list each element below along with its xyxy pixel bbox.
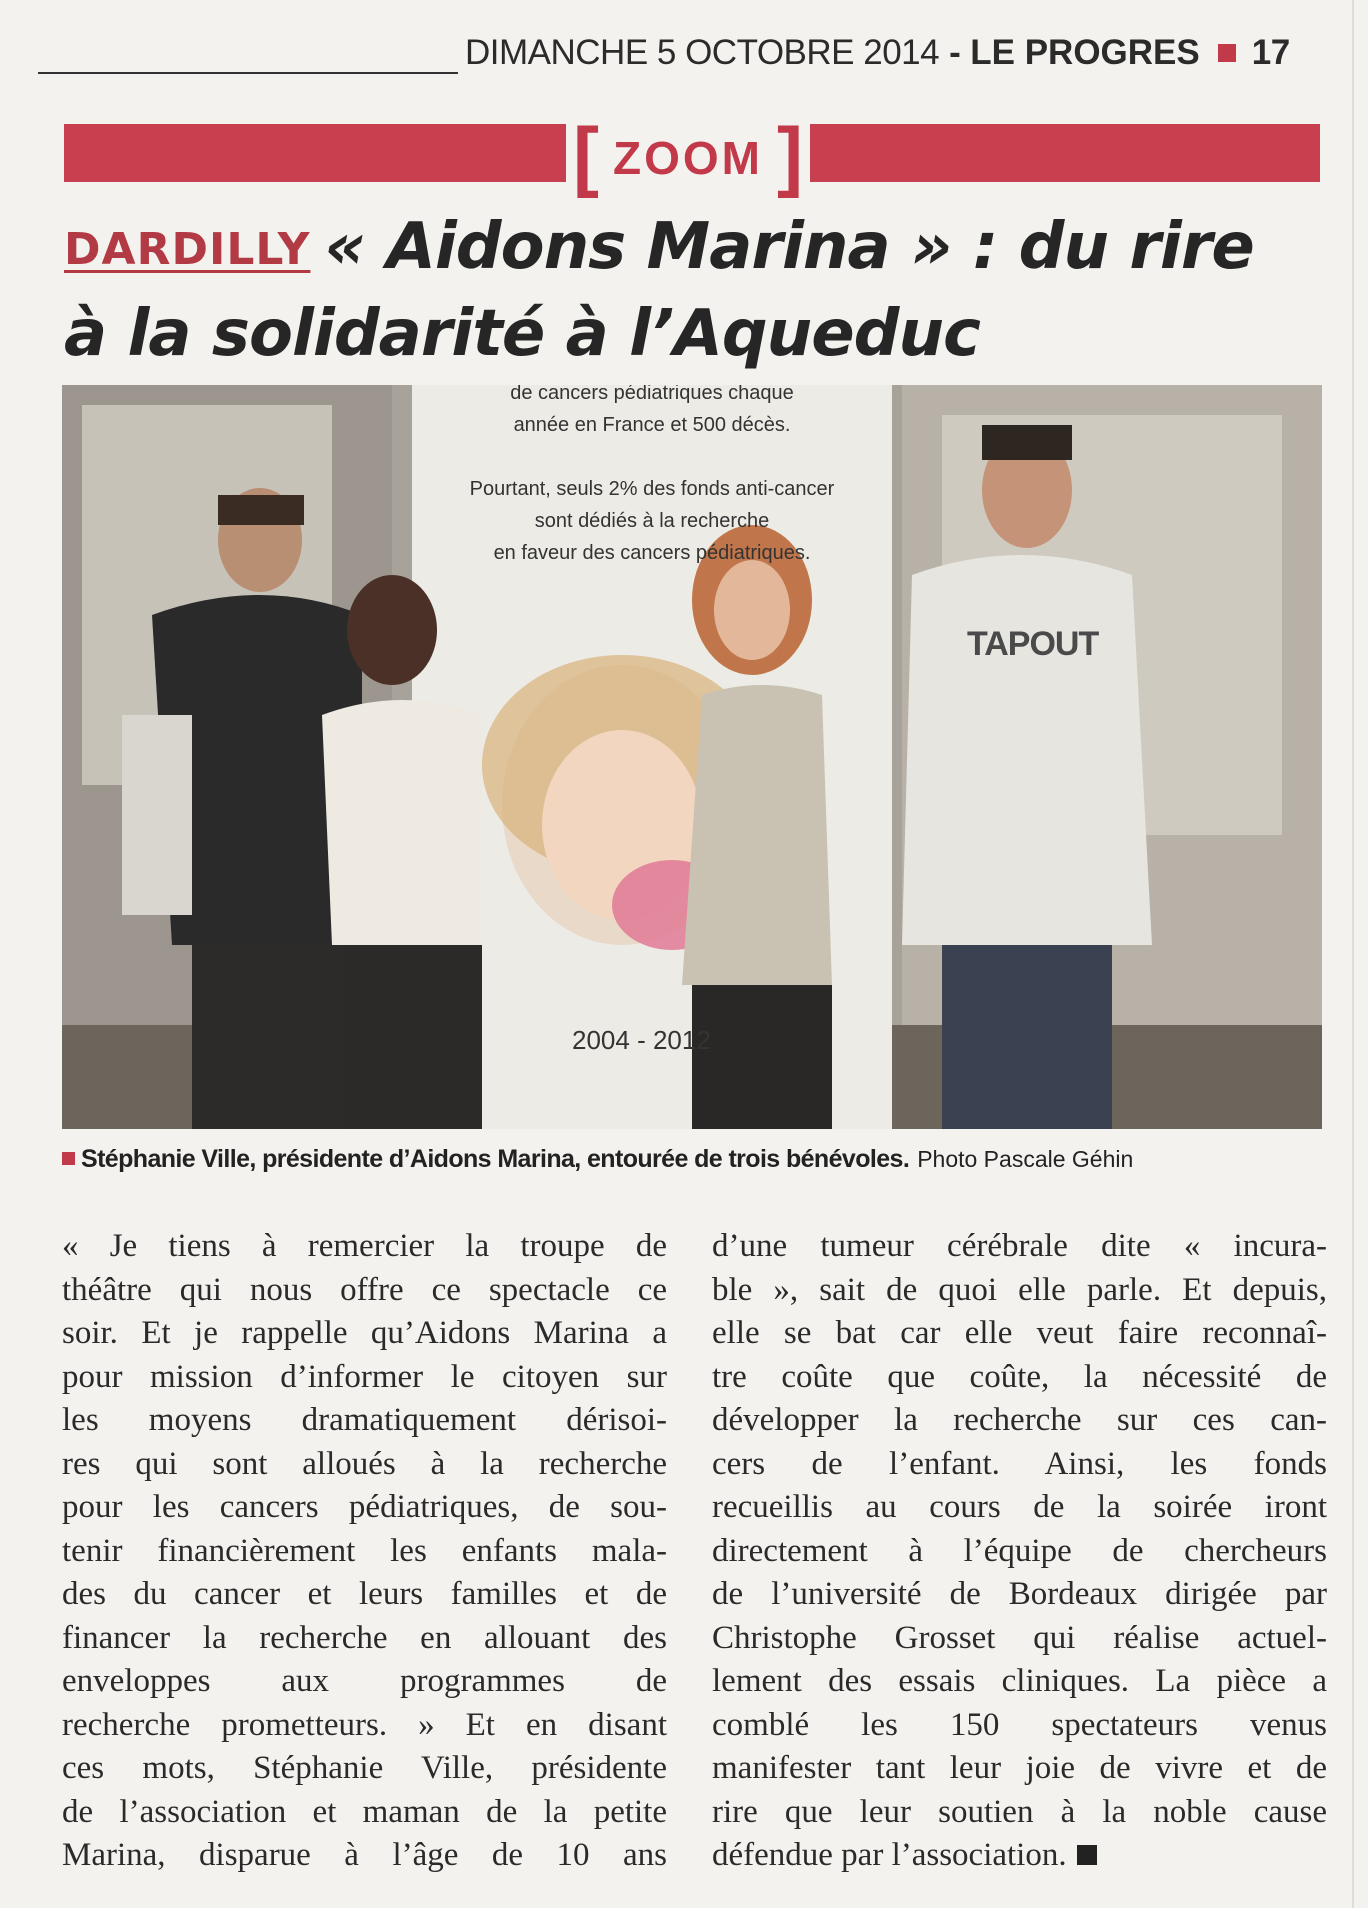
text-line: ces mots, Stéphanie Ville, présidente [62,1750,667,1786]
section-band-left [64,124,566,182]
poster-line [422,441,882,473]
header-rule [38,72,458,74]
text-line: rire que leur soutien à la noble cause [712,1793,1327,1830]
photo-caption [62,1145,1332,1174]
text-line: Marina, disparue à l’âge de 10 ans [62,1837,667,1873]
text-line: recueillis au cours de la soirée iront [712,1489,1327,1525]
text-line: « Je tiens à remercier la troupe de [62,1228,667,1264]
end-square-icon [1077,1845,1097,1865]
text-line: recherche prometteurs. » Et en disant [62,1706,667,1743]
text-line: cers de l’enfant. Ainsi, les fonds [712,1445,1327,1482]
poster-line: Pourtant, seuls 2% des fonds anti-cancer [469,478,835,500]
text-line: de l’association et maman de la petite [62,1793,667,1830]
text-line: pour les cancers pédiatriques, de sou- [62,1489,667,1525]
article-photo [62,385,1322,1129]
text-line: les moyens dramatiquement dérisoi- [62,1402,667,1438]
poster-line: sont dédiés à la recherche [534,510,770,532]
header-separator: - [949,33,961,72]
text-line: d’une tumeur cérébrale dite « incura- [712,1228,1327,1264]
text-line: développer la recherche sur ces can- [712,1402,1327,1438]
text-line: théâtre qui nous offre ce spectacle ce [62,1271,667,1308]
text-line: enveloppes aux programmes de [62,1663,667,1699]
bracket-open: [ [573,111,599,199]
poster-line: de cancers pédiatriques chaque [510,385,794,404]
poster-line: année en France et 500 décès. [513,414,791,436]
poster-years: 2004 - 2012 [572,1025,711,1055]
text-line: ble », sait de quoi elle parle. Et depuis, [712,1271,1327,1308]
text-line: tenir financièrement les enfants mala- [62,1532,667,1569]
header-paper-name: LE PROGRES [970,33,1200,72]
caption-square-icon [62,1152,75,1165]
text-line-final [712,1834,1327,1878]
header-date: DIMANCHE 5 OCTOBRE 2014 [465,33,940,72]
text-line: elle se bat car elle veut faire reconnaî- [712,1315,1327,1351]
caption-text: Stéphanie Ville, présidente d’Aidons Marina, entourée de trois bénévoles. [81,1145,910,1173]
text-line: pour mission d’informer le citoyen sur [62,1358,667,1395]
text-line: soir. Et je rappelle qu’Aidons Marina a [62,1315,667,1351]
shirt-print: TAPOUT [967,625,1099,663]
text-line: de l’université de Bordeaux dirigée par [712,1576,1327,1612]
page-header [465,28,1290,78]
text-line: directement à l’équipe de chercheurs [712,1532,1327,1569]
text-line: Christophe Grosset qui réalise actuel- [712,1619,1327,1656]
section-band-right [810,124,1320,182]
section-label-text: ZOOM [613,132,763,184]
headline-kicker: DARDILLY [64,224,311,275]
headline-line-2: à la solidarité à l’Aqueduc [64,297,980,371]
text-line: res qui sont alloués à la recherche [62,1445,667,1482]
text-line: tre coûte que coûte, la nécessité de [712,1358,1327,1395]
photo-credit: Photo Pascale Géhin [917,1146,1134,1172]
text-line: manifester tant leur joie de vivre et de [712,1750,1327,1786]
text-line: des du cancer et leurs familles et de [62,1576,667,1612]
text-line: financer la recherche en allouant des [62,1619,667,1656]
header-square-icon [1218,44,1236,62]
article-column-1 [62,1225,667,1878]
headline [64,205,1334,376]
poster-line: en faveur des cancers pédiatriques. [493,542,811,564]
text-line: comblé les 150 spectateurs venus [712,1706,1327,1743]
article-column-2 [712,1225,1327,1878]
text-line: défendue par l’association. [712,1837,1067,1873]
poster-text [422,385,882,569]
text-line: lement des essais cliniques. La pièce a [712,1663,1327,1699]
bracket-close: ] [776,111,803,199]
scan-edge [1352,0,1354,1908]
header-page-number: 17 [1251,33,1290,72]
headline-line-1: « Aidons Marina » : du rire [324,210,1254,284]
section-label [568,112,808,198]
